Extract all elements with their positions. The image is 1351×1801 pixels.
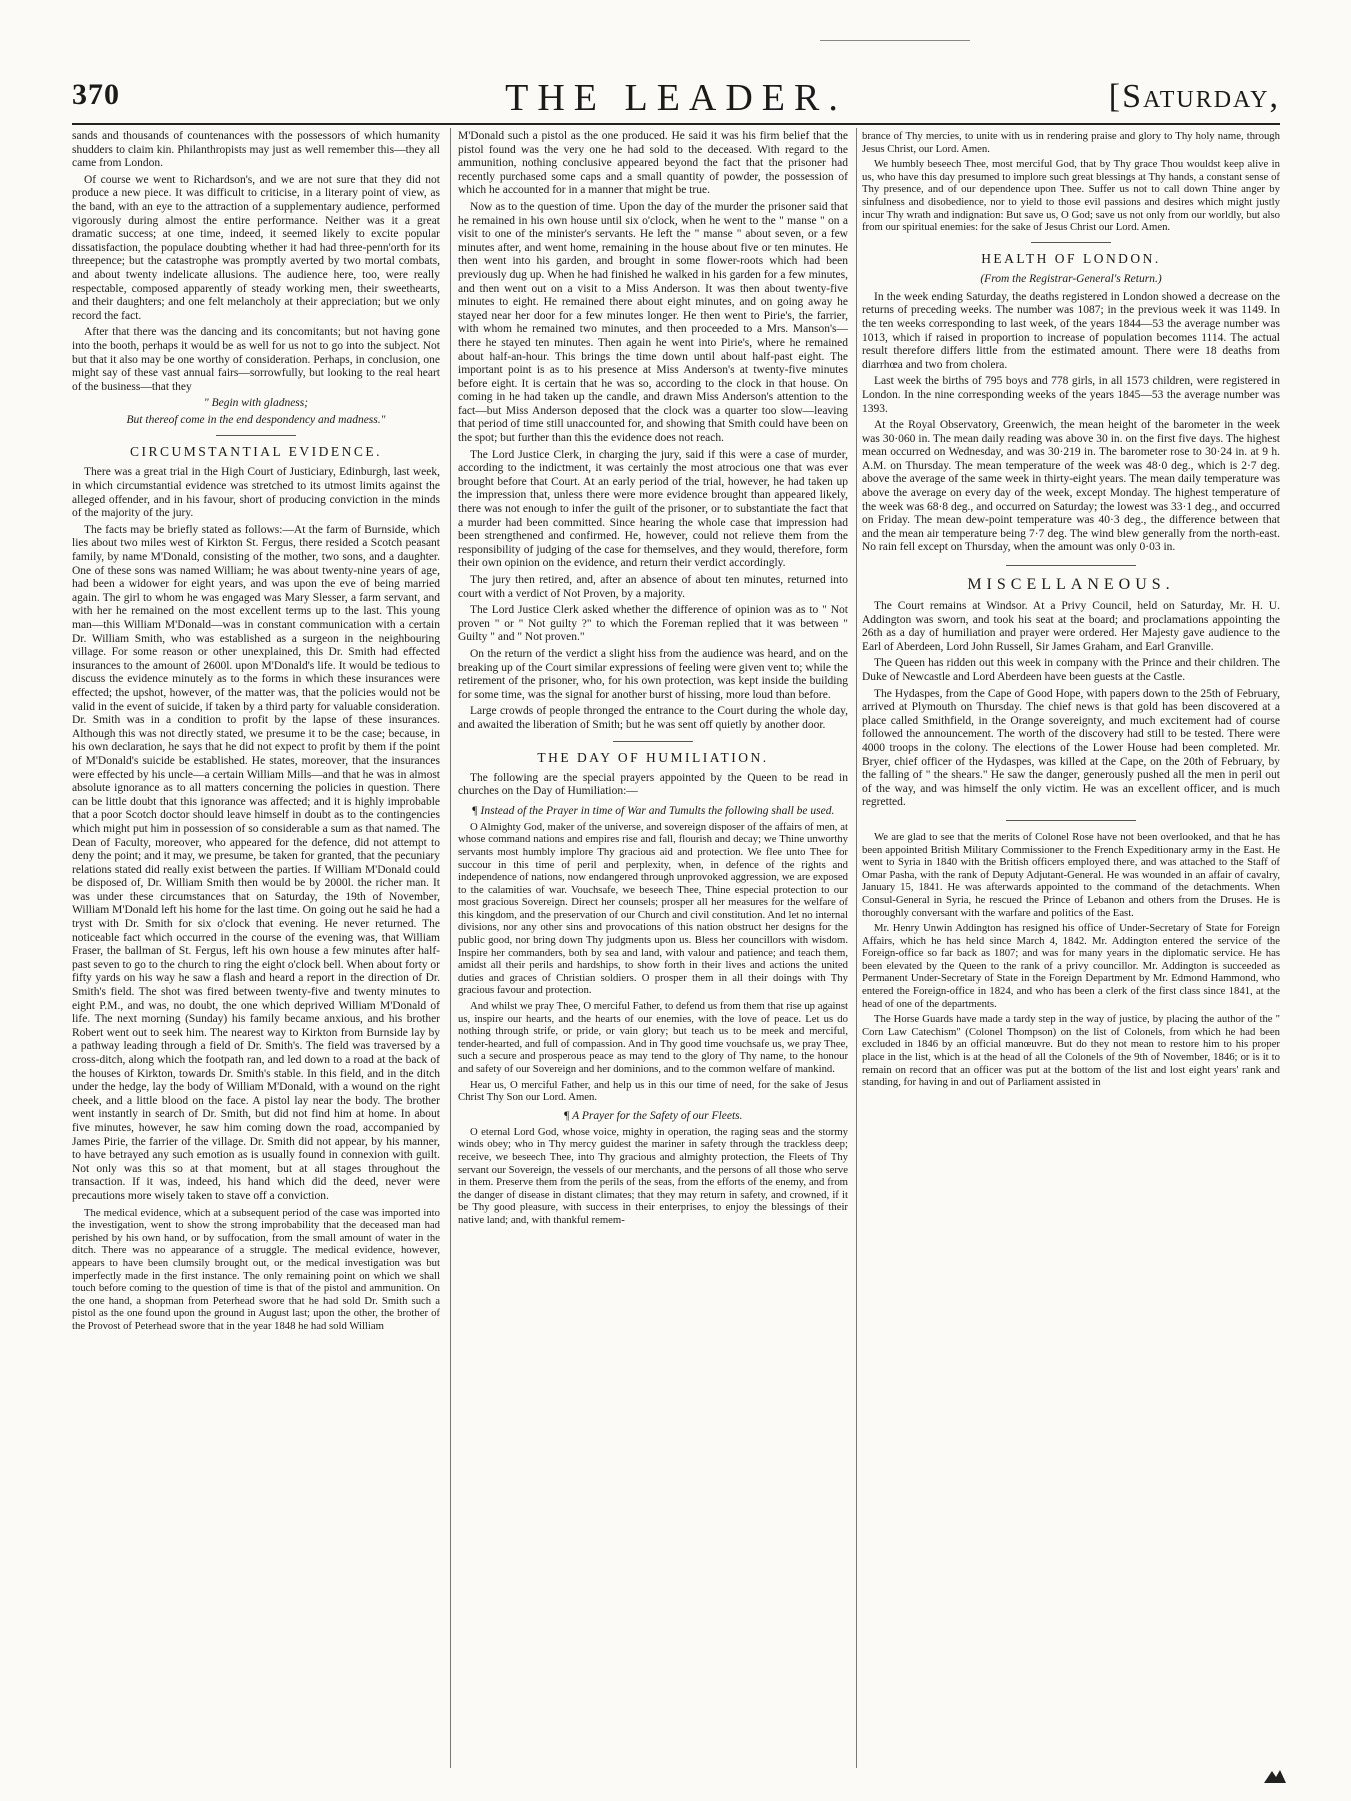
- paragraph: The Queen has ridden out this week in company with the Prince and their children. The Duke of Newcastle and Lord Aberdeen have been guests at the Castle.: [862, 657, 1280, 683]
- prayer-heading: ¶ A Prayer for the Safety of our Fleets.: [563, 1109, 743, 1122]
- paragraph: Hear us, O merciful Father, and help us in this our time of need, for the sake of Jesus Christ Thy Son our Lord. Amen.: [458, 1078, 848, 1104]
- paragraph: At the Royal Observatory, Greenwich, the mean height of the barometer in the week was 30·060 in. The mean daily reading was above 30 in. on the first five days. The highest mean occurred on Wednesday, and was 30·219 in. The barometer rose to 30·24 in. at 9 h. A.M. on Thursday. The mean temperature of the week was 48·0 deg., which is 2·7 deg. above the average of the same week in thirty-eight years. The mean daily temperature was above the average on every day of the week, except Monday. The highest temperature of the week was 68·8 deg., and occurred on Saturday; the lowest was 33·1 deg., and occurred on Friday. The mean dew-point temperature was 40·3 deg., the difference between that and the mean air temperature being 7·7 deg. The wind blew generally from the north-east. No rain fell except on Thursday, when the amount was only 0·03 in.: [862, 419, 1280, 554]
- top-rule-mark: [820, 40, 970, 41]
- paragraph: Of course we went to Richardson's, and we are not sure that they did not produce a new piece. It was difficult to criticise, in a literary point of view, as the band, with an eye to the attraction of a supplementary audience, performed vigorously during almost the entire performance. Neither was it a great dramatic success; at one time, indeed, it seemed likely to excite popular dissatisfaction, the populace doubting whether it had had three-penn'orth for its threepence; but the catastrophe was promptly averted by two mortal combats, and about twenty indelicate allusions. The audience here, too, were really respectable, composed apparently of steady working men, their sweethearts, and their daughters; and one felt melancholy at their appreciation; but we only record the fact.: [72, 173, 440, 322]
- paragraph: On the return of the verdict a slight hiss from the audience was heard, and on the breaking up of the Court similar expressions of feeling were given vent to; while the retirement of the prisoner, who, for his own protection, was kept inside the building for some time, was the signal for another burst of hissing, more loud than before.: [458, 647, 848, 701]
- paragraph: Last week the births of 795 boys and 778 girls, in all 1573 children, were registered in London. In the nine corresponding weeks of the years 1845—53 the average number was 1393.: [862, 375, 1280, 415]
- column-divider: [450, 128, 451, 1768]
- paragraph: And whilst we pray Thee, O merciful Father, to defend us from them that rise up against us, inspire our hearts, and the hearts of our enemies, with the love of peace. Let us do nothing through strife, or pride, or vain glory; but teach us to be meek and merciful, tender-hearted, and full of compassion. And in Thy good time vouchsafe us, we pray Thee, such a secure and prosperous peace as may tend to the glory of Thy name, to the honour and safety of our Sovereign and her dominions, and to the common welfare of mankind.: [458, 1000, 848, 1075]
- paragraph: M'Donald such a pistol as the one produced. He said it was his firm belief that the pistol found was the very one he had sold to the deceased. With regard to the ammunition, nothing conclusive appeared beyond the fact that the prisoner had recently purchased some caps and a small quantity of powder, the possession of which he accounted for in a manner that might be true.: [458, 130, 848, 197]
- paragraph: The Hydaspes, from the Cape of Good Hope, with papers down to the 25th of February, arrived at Plymouth on Thursday. The chief news is that gold has been discovered at a place called Smithfield, in the Orange sovereignty, and much excitement had of course followed the announcement. The worth of the discovery had still to be tested. There were 4000 troops in the colony. The elections of the Lower House had been completed. Mr. Bryer, chief officer of the Hydaspes, was killed at the Cape, on the 20th of February, by the falling of " the shears." He saw the danger, generously pushed all the men in peril out of the way, and was himself the only victim. He was an excellent officer, and is much regretted.: [862, 687, 1280, 809]
- paragraph: Mr. Henry Unwin Addington has resigned his office of Under-Secretary of State for Foreign Affairs, which he has held since March 4, 1842. Mr. Addington entered the service of the Foreign-office so far back as 1807; and was for many years in the diplomatic service. He has been elevated by the Queen to the rank of a privy councillor. Mr. Addington is succeeded as Permanent Under-Secretary of State in the Foreign Department by Mr. Edmond Hammond, who entered the Foreign-office in 1824, and who has been a clerk of the first class since 1841, at the head of one of the departments.: [862, 922, 1280, 1010]
- paragraph: The jury then retired, and, after an absence of about ten minutes, returned into court with a verdict of Not Proven, by a majority.: [458, 574, 848, 600]
- paragraph: The Lord Justice Clerk, in charging the jury, said if this were a case of murder, according to the indictment, it was certainly the most atrocious one that was ever brought before that Court. At an early period of the trial, however, he had taken up the impression that, unless there were more evidence brought than appeared likely, there was not enough to infer the guilt of the prisoner, or to substantiate the fact that a murder had been committed. Since hearing the whole case that impression had been strengthened and confirmed. He, however, could not relieve them from the responsibility of judging of the case for themselves, and they would, therefore, form their own opinion on the evidence, and return their verdict accordingly.: [458, 448, 848, 570]
- verse-line: " Begin with gladness;: [203, 397, 309, 410]
- section-heading: HEALTH OF LONDON.: [981, 250, 1161, 266]
- column-middle: [458, 130, 848, 1770]
- dateline: [Saturday,: [1108, 78, 1280, 115]
- paragraph: Now as to the question of time. Upon the day of the murder the prisoner said that he remained in his own house until six o'clock, when he went to the " manse " on a visit to one of the minister's servants. He left the " manse " about seven, or a few minutes after, and went home, remaining in the house about five or ten minutes. He then went into his garden, and brought in some flower-roots which had been previously dug up. When he had finished he walked in his garden for a few minutes, and then went out on a visit to a Miss Anderson. It was then about twenty-five minutes to eight. He remained there about eight minutes, and on going away he stayed near her door for a few minutes longer. He then went to Pirie's, the farrier, with whom he remained two minutes, and then proceeded to a Mrs. Manson's—there he stayed ten minutes. Then again he went into Pirie's, where he remained about half-an-hour. This brings the time down until about half-past eight. The important point is as to his presence at Miss Anderson's at twenty-five minutes before eight. It is certain that he was so, according to the clock in that house. On coming in he had taken up the candle, and drawn Miss Anderson's attention to the fact—but Miss Anderson deposed that the clock was a quarter too slow—leaving that period of time still unaccounted for, and showing that Smith could have been on the spot; but further than this the evidence does not reach.: [458, 200, 848, 445]
- section-heading: CIRCUMSTANTIAL EVIDENCE.: [130, 444, 382, 460]
- section-subheading: (From the Registrar-General's Return.): [980, 272, 1162, 285]
- column-left: [72, 130, 440, 1770]
- masthead-title: THE LEADER.: [505, 77, 847, 119]
- paragraph: We are glad to see that the merits of Colonel Rose have not been overlooked, and that he has been appointed British Military Commissioner to the French Expeditionary army in the East. He went to Syria in 1840 with the British officers employed there, and was attached to the Staff of Omar Pasha, with the rank of Deputy Adjutant-General. He was wounded in an affair of cavalry, January 15, 1841. He was afterwards appointed to the command of the detachments. When Consul-General in Syria, he rescued the Prince of Lebanon and others from the Druses. He is thoroughly conversant with the warfare and politics of the East.: [862, 830, 1280, 919]
- page-number: 370: [72, 78, 120, 111]
- paragraph: O eternal Lord God, whose voice, mighty in operation, the raging seas and the stormy winds obey; who in Thy mercy guidest the mariner in safety through the trackless deep; receive, we beseech Thee, into Thy gracious and almighty protection, the Fleets of Thy servant our Sovereign, the vessels of our merchants, and the persons of all those who serve in them. Preserve them from the perils of the seas, from the efforts of the enemy, and from the danger of disease in distant climates; that they may return in safety, and crowned, if it be Thy good pleasure, with success in their enterprises, to enjoy the blessings of their native land; and, with thankful remem-: [458, 1125, 848, 1226]
- section-heading: THE DAY OF HUMILIATION.: [537, 749, 769, 765]
- paragraph: The facts may be briefly stated as follows:—At the farm of Burnside, which lies about two miles west of Kirkton St. Fergus, there resided a Scotch peasant family, by name M'Donald, consisting of the mother, two sons, and a daughter. One of these sons was named William; he was about twenty-nine years of age, had been a widower for eight years, and was upon the eve of being married again. The girl to whom he was engaged was Mary Slesser, a farm servant, and with her he remained on the most excellent terms up to the last. This young man—this William M'Donald—was in constant communication with a certain Dr. William Smith, who was established as a surgeon in the neighbouring village. For some reason or other unexplained, this Dr. Smith had effected insurances to the amount of 2600l. upon M'Donald's life. It would be tedious to discuss the evidence minutely as to the forms in which these insurances were effected; the upshot, however, of the matter was, that the policies would not be valid in the event of suicide, if taken by a third party for valuable consideration. Dr. Smith was in a condition to profit by the lapse of these insurances. Although this was not directly stated, we presume it to be the case; because, in his own declaration, he says that he did not expect to profit by them if the point of M'Donald's suicide be established. He states, moreover, that the insurances were effected by his uncle—a certain William Mills—and that he was in almost absolute ignorance as to all matters concerning the policies in question. There can be little doubt that this ignorance was affected; and it is highly improbable that a poor Scotch doctor should leave himself in doubt as to the contingencies which might put him in possession of so considerable a sum as that named. The Dean of Faculty, moreover, who appeared for the defence, did not attempt to deny the point; and it may, we presume, be taken for granted, that the pecuniary relations stated did really exist between the parties. If William M'Donald could be disposed of, Dr. William Smith then would be by 2000l. the richer man. It was under these circumstances that on Saturday, the 19th of November, William M'Donald left his home for the last time. On going out he said he had a tryst with Dr. Smith for six o'clock that evening. He never returned. The noticeable fact which occurred in the course of the evening was, that William Fraser, the ballman of St. Fergus, left his own house a few minutes after half-past seven to go to the church to ring the eight o'clock bell. When about forty or fifty yards on his way he saw a flash and heard a report in the direction of Dr. Smith's field. The shot was fired between twenty-five and twenty minutes to eight P.M., and was, no doubt, the one which deprived William M'Donald of life. The next morning (Sunday) his family became anxious, and his brother Robert went out to seek him. The nearest way to Kirkton from Burnside lay by a pathway leading through a field of Dr. Smith's. The field was traversed by a cross-ditch, along which the footpath ran, and led down to a road at the back of the houses of Kirkton, towards Dr. Smith's stable. In this field, and in the ditch under the hedge, lay the body of William M'Donald, with a wound on the right cheek, and a little blood on the face. A pistol lay near the body. The brother went instantly in search of Dr. Smith, but did not find him at home. In about five minutes, however, he saw him coming down the road, accompanied by James Pirie, the farrier of the village. Dr. Smith did not appear, by his manner, to have betrayed any such emotion as is usually found in connexion with guilt. Not only was this so at that moment, but at all stages throughout the transaction. If it was, indeed, his hand which did the deed, never were precautions more wisely taken to stave off a conviction.: [72, 523, 440, 1202]
- paragraph: The Court remains at Windsor. At a Privy Council, held on Saturday, Mr. H. U. Addington was sworn, and took his seat at the board; and proclamations appointing the 26th as a day of humiliation and prayer were ordered. Her Majesty gave audience to the Earl of Aberdeen, Lord John Russell, Sir James Graham, and Earl Granville.: [862, 600, 1280, 653]
- column-right: [862, 130, 1280, 1770]
- printer-mark-icon: [1262, 1768, 1288, 1784]
- prayer-heading: ¶ Instead of the Prayer in time of War and Tumults the following shall be used.: [471, 804, 835, 817]
- paragraph: The following are the special prayers appointed by the Queen to be read in churches on the Day of Humiliation:—: [458, 771, 848, 798]
- section-rule: [1006, 565, 1136, 566]
- paragraph: The medical evidence, which at a subsequent period of the case was imported into the investigation, went to show the strong improbability that the deceased man had perished by his own hand, or by suffocation, from the small amount of water in the ditch. There was no appearance of a struggle. The medical evidence, however, appears to have been clumsily brought out, or the medical investigation was but imperfectly made in the first instance. The only remaining point on which we shall touch before coming to the question of time is that of the pistol and ammunition. On the one hand, a shopman from Peterhead swore that he had sold Dr. Smith such a pistol as the one found upon the ground in August last; upon the other, the brother of the Provost of Peterhead swore that in the year 1848 he had sold William: [72, 1206, 440, 1332]
- header-rule: [72, 123, 1280, 125]
- page-header: [72, 78, 1280, 118]
- verse-line: But thereof come in the end despondency and madness.": [126, 413, 386, 426]
- paragraph: After that there was the dancing and its concomitants; but not having gone into the booth, perhaps it would be as well for us not to go into the subject. Not but that it also may be one worthy of consideration. Perhaps, in conclusion, one might say of these vast annual fairs—sorrowfully, but looking to the real heart of the business—that they: [72, 326, 440, 393]
- paragraph: In the week ending Saturday, the deaths registered in London showed a decrease on the returns of preceding weeks. The number was 1087; in the previous week it was 1149. In the ten weeks corresponding to last week, of the years 1844—53 the average number was 1013, which if raised in proportion to increase of population becomes 1114. The actual result therefore differs little from the estimated amount. There were 18 deaths from diarrhœa and two from cholera.: [862, 290, 1280, 371]
- paragraph: The Lord Justice Clerk asked whether the difference of opinion was as to " Not proven " or " Not guilty ?" to which the Foreman replied that it was between " Guilty " and " Not proven.": [458, 604, 848, 644]
- section-rule: [1031, 242, 1111, 243]
- column-divider: [856, 128, 857, 1768]
- section-rule: [1006, 820, 1136, 821]
- paragraph: sands and thousands of countenances with the possessors of which humanity shudders to claim kin. Philanthropists may just as well remember this—they all came from London.: [72, 130, 440, 170]
- paragraph: Large crowds of people thronged the entrance to the Court during the whole day, and awaited the liberation of Smith; but he was sent off quietly by another door.: [458, 705, 848, 731]
- paragraph: O Almighty God, maker of the universe, and sovereign disposer of the affairs of men, at whose command nations and empires rise and fall, flourish and decay; we Thine unworthy servants most humbly implore Thy gracious aid and protection. We flee unto Thee for succour in this time of peril and perplexity, when, in defence of the rights and independence of nations, now endangered through unprovoked aggression, we are exposed to the calamities of war. Vouchsafe, we beseech Thee, Thine especial protection to our most gracious Sovereign. Direct her counsels; prosper all her measures for the welfare of this kingdom, and the preservation of our Church and civil constitution. And let no internal divisions, nor any other sins and provocations of this nation obstruct her designs for the public good, nor bring down Thy judgments upon us. Bless her councillors with wisdom. Inspire her commanders, both by sea and land, with valour and patience; and teach them, amidst all their perils and hardships, to show forth in their lives and actions the united duties and graces of Christian soldiers. O prosper them in all their doings with Thy gracious favour and protection.: [458, 820, 848, 997]
- paragraph: The Horse Guards have made a tardy step in the way of justice, by placing the author of the " Corn Law Catechism" (Colonel Thompson) on the list of Colonels, from which he had been excluded in 1846 by an official manœuvre. But do they not mean to restore him to his proper place in the list, which is at the head of all the Colonels of the 9th of November, 1846; or is it to remain on record that an officer was put at the bottom of the list and lost eight years' rank and standing, for having in and out of Parliament assisted in: [862, 1013, 1280, 1089]
- section-heading: MISCELLANEOUS.: [967, 576, 1175, 594]
- paragraph: brance of Thy mercies, to unite with us in rendering praise and glory to Thy holy name, through Jesus Christ, our Lord. Amen.: [862, 130, 1280, 155]
- section-rule: [216, 435, 296, 436]
- section-rule: [613, 741, 693, 742]
- paragraph: There was a great trial in the High Court of Justiciary, Edinburgh, last week, in which circumstantial evidence was stretched to its utmost limits against the alleged offender, and in his favour, short of producing conviction in the minds of the majority of the jury.: [72, 466, 440, 520]
- paragraph: We humbly beseech Thee, most merciful God, that by Thy grace Thou wouldst keep alive in us, who have this day presumed to implore such great blessings at Thy hands, a constant sense of Thy presence, and of our dependence upon Thee. Suffer us not to call down Thine anger by sinfulness and disobedience, nor to yield to those evil passions and desires which might justly incur Thy wrath and indignation: But save us, O God; save us not only from our worldly, but also from our spiritual enemies: for the sake of Jesus Christ our Lord. Amen.: [862, 158, 1280, 234]
